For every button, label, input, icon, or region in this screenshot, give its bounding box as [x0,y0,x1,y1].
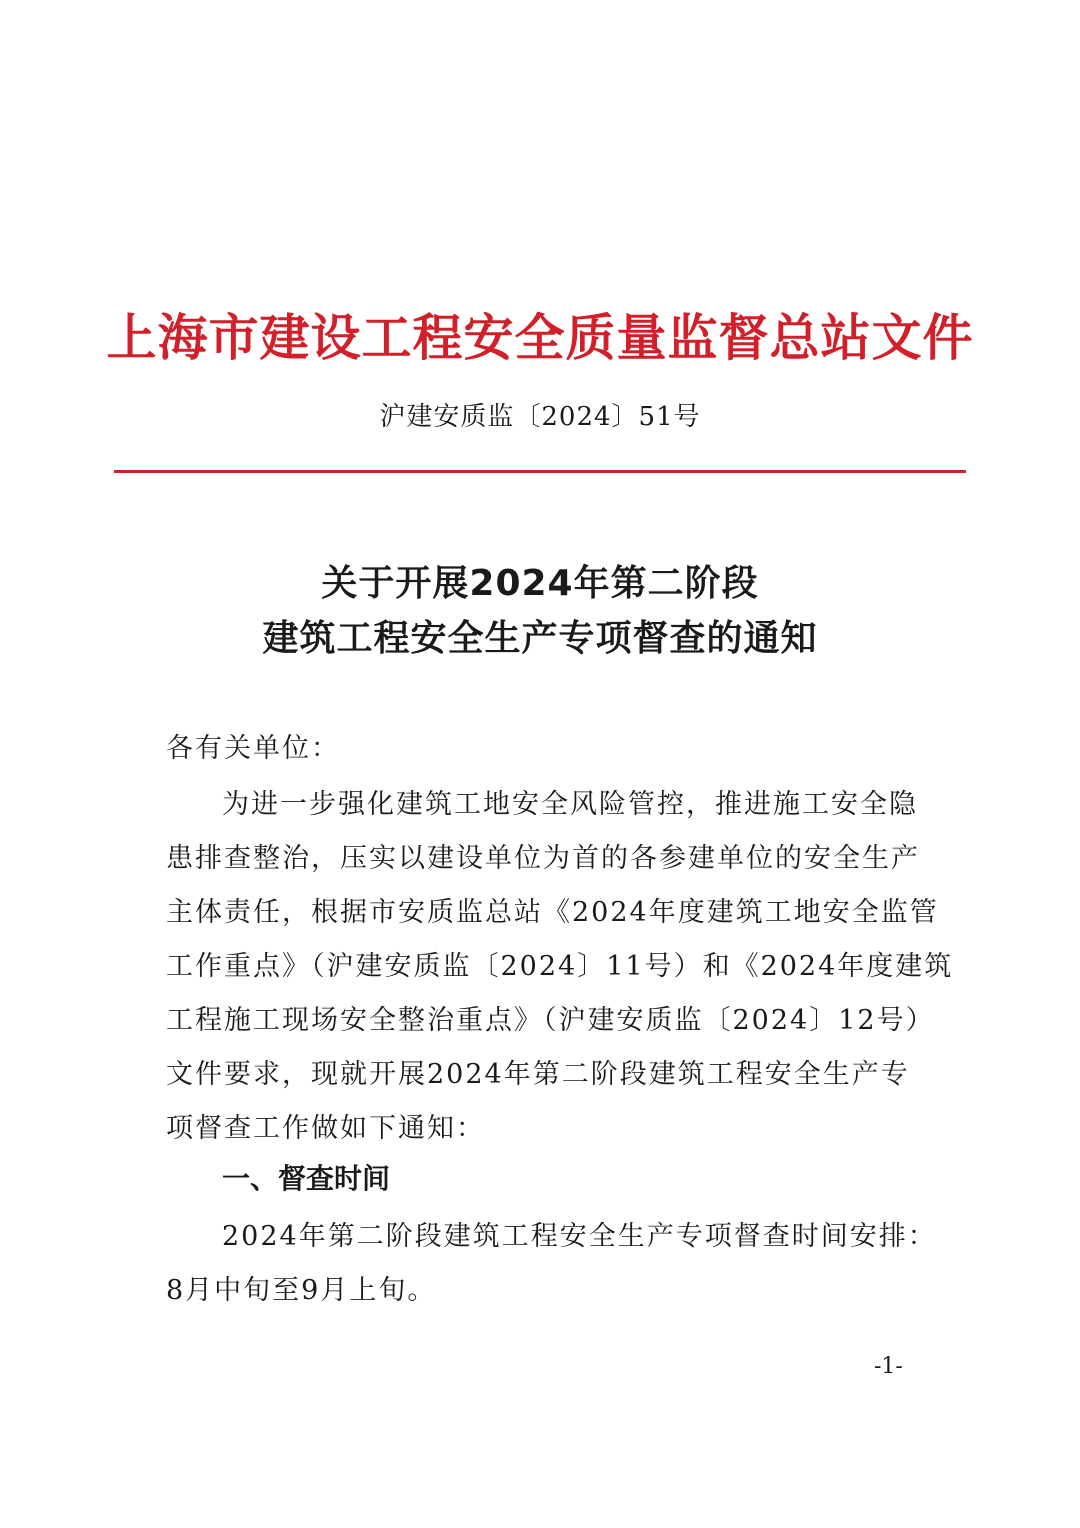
body-line: 工程施工现场安全整治重点》（沪建安质监〔2024〕12号） [166,1005,935,1036]
body-line: 主体责任，根据市安质监总站《2024年度建筑工地安全监管 [166,897,939,928]
body-line: 文件要求，现就开展2024年第二阶段建筑工程安全生产专 [166,1059,910,1090]
page-number: -1- [874,1354,903,1379]
section-body-line: 2024年第二阶段建筑工程安全生产专项督查时间安排： [222,1221,937,1252]
notice-title-line-1: 关于开展2024年第二阶段 [321,563,759,604]
body-line: 患排查整治，压实以建设单位为首的各参建单位的安全生产 [166,843,920,874]
red-divider [114,470,966,473]
section-body-line: 8月中旬至9月上旬。 [166,1275,437,1306]
body-line: 工作重点》（沪建安质监〔2024〕11号）和《2024年度建筑 [166,951,954,982]
notice-title-line-2: 建筑工程安全生产专项督查的通知 [262,618,818,659]
salutation: 各有关单位： [166,733,340,764]
section-heading: 一、督查时间 [222,1162,391,1195]
masthead-title: 上海市建设工程安全质量监督总站文件 [106,308,974,367]
document-number: 沪建安质监〔2024〕51号 [379,402,701,432]
body-line: 项督查工作做如下通知： [166,1113,485,1144]
body-line: 为进一步强化建筑工地安全风险管控，推进施工安全隐 [222,789,918,820]
